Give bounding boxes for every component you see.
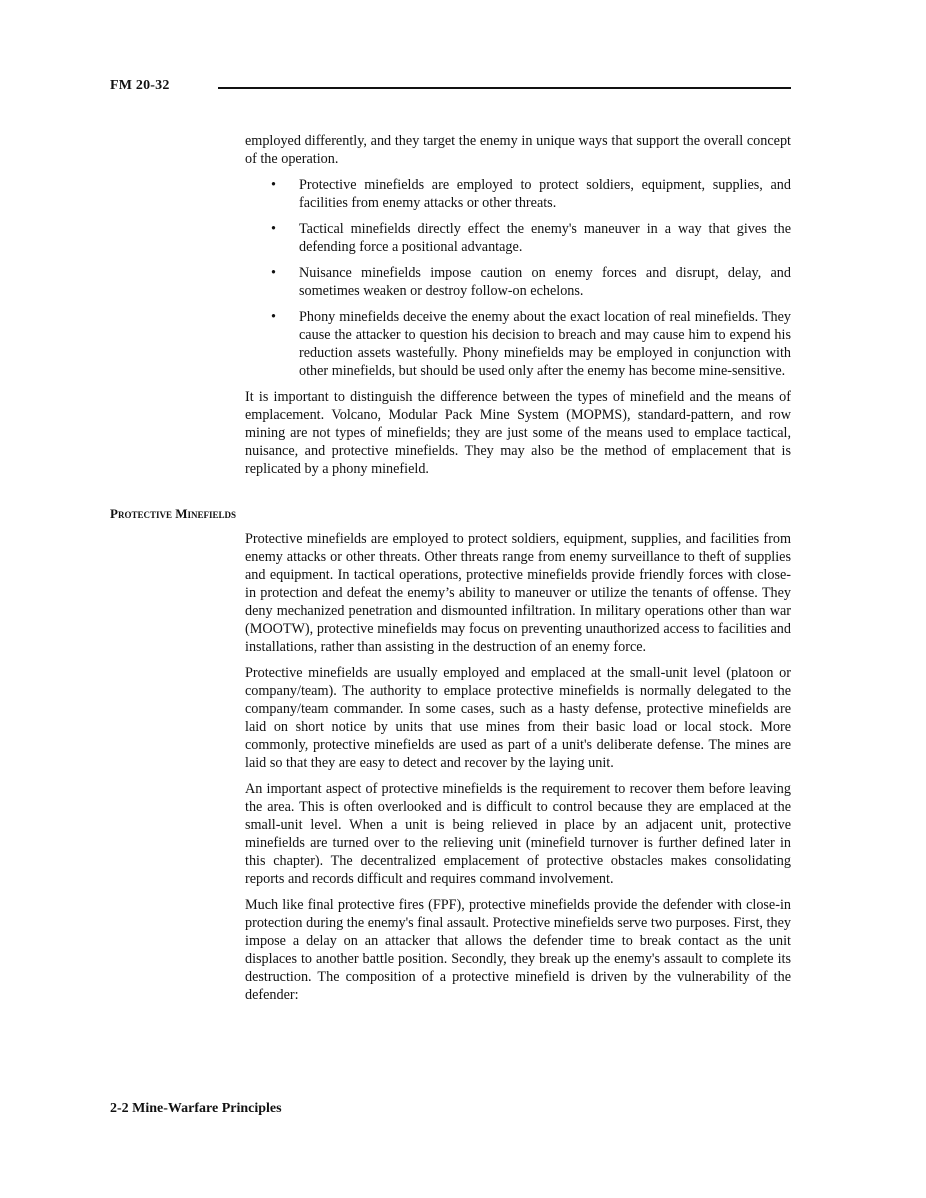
list-item — [245, 220, 791, 256]
section-paragraph: Protective minefields are employed to protect soldiers, equipment, supplies, and facilities from enemy attacks or other threats. Other threats range from enemy surveillance to theft of supplies and equipment. In tactical operations, protective minefields provide friendly forces with close-in protection and defeat the enemy’s ability to maneuver or utilize the tenants of offense. They deny mechanized penetration and dismounted infiltration. In military operations other than war (MOOTW), protective minefields may focus on preventing unauthorized access to facilities and installations, rather than assisting in the destruction of an enemy force. — [245, 531, 791, 655]
list-item-text: Tactical minefields directly effect the enemy's maneuver in a way that gives the defending force a positional advantage. — [299, 221, 791, 255]
bullet-icon: • — [271, 265, 276, 281]
section-body — [245, 530, 791, 1012]
list-item-text: Nuisance minefields impose caution on enemy forces and disrupt, delay, and sometimes weaken or destroy follow-on echelons. — [299, 265, 791, 299]
bullet-icon: • — [271, 177, 276, 193]
section-paragraph: Much like final protective fires (FPF), protective minefields provide the defender with close-in protection during the enemy's final assault. Protective minefields serve two purposes. First, they impose a delay on an attacker that allows the defender time to break contact as the unit displaces to another battle position. Secondly, they break up the enemy's assault to complete its destruction. The composition of a protective minefield is driven by the vulnerability of the defender: — [245, 897, 791, 1003]
list-item — [245, 264, 791, 300]
intro-block — [245, 132, 791, 486]
intro-lead-paragraph: employed differently, and they target the enemy in unique ways that support the overall concept of the operation. — [245, 133, 791, 167]
intro-closing-paragraph: It is important to distinguish the difference between the types of minefield and the means of emplacement. Volcano, Modular Pack Mine System (MOPMS), standard-pattern, and row mining are not types of minefields; they are just some of the means used to emplace tactical, nuisance, and protective minefields. They may also be the method of emplacement that is replicated by a phony minefield. — [245, 389, 791, 477]
list-item — [245, 308, 791, 380]
section-paragraph: An important aspect of protective minefields is the requirement to recover them before leaving the area. This is often overlooked and is difficult to control because they are emplaced at the small-unit level. When a unit is being relieved in place by an adjacent unit, protective minefields are turned over to the relieving unit (minefield turnover is further defined later in this chapter). The decentralized emplacement of protective obstacles makes consolidating reports and records difficult and requires command involvement. — [245, 781, 791, 887]
bullet-icon: • — [271, 309, 276, 325]
section-paragraph: Protective minefields are usually employed and emplaced at the small-unit level (platoon or company/team). The authority to emplace protective minefields is normally delegated to the company/team commander. In some cases, such as a hasty defense, protective minefields are laid on short notice by units that use mines from their basic load or local stock. More commonly, protective minefields are used as part of a unit's deliberate defense. The mines are laid so that they are easy to detect and recover by the laying unit. — [245, 665, 791, 771]
section-heading: Protective Minefields — [110, 506, 236, 521]
header-rule — [218, 87, 791, 89]
bullet-icon: • — [271, 221, 276, 237]
minefield-types-list — [245, 176, 791, 380]
list-item-text: Phony minefields deceive the enemy about the exact location of real minefields. They cause the attacker to question his decision to breach and may cause him to expend his reduction assets wastefully. Phony minefields may be employed in conjunction with other minefields, but should be used only after the enemy has become mine-sensitive. — [299, 309, 791, 379]
list-item — [245, 176, 791, 212]
page-header-label: FM 20-32 — [110, 78, 170, 93]
page-footer-label: 2-2 Mine-Warfare Principles — [110, 1101, 282, 1116]
list-item-text: Protective minefields are employed to protect soldiers, equipment, supplies, and facilities from enemy attacks or other threats. — [299, 177, 791, 211]
